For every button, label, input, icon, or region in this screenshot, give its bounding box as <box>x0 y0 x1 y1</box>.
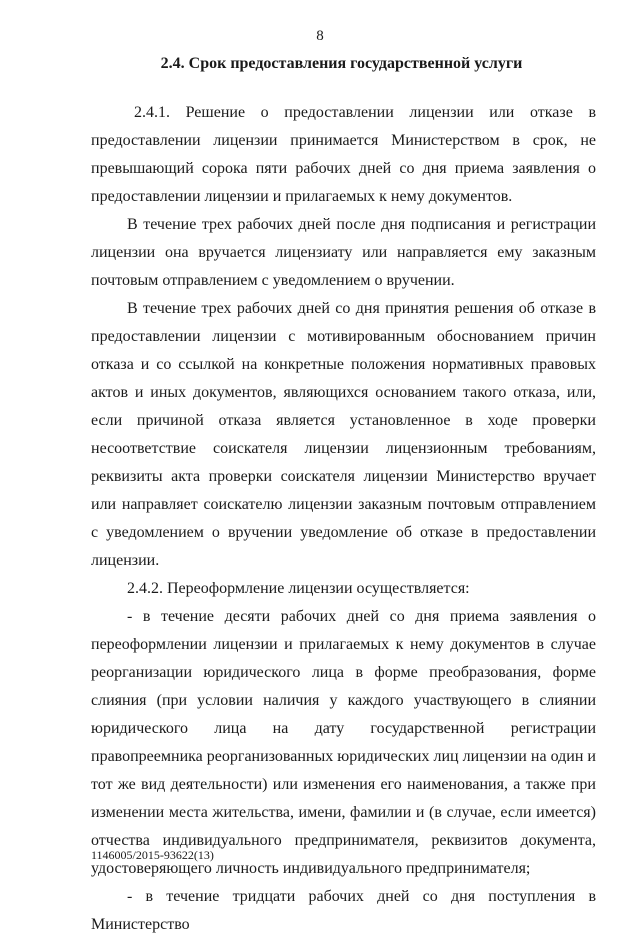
document-footer-id: 1146005/2015-93622(13) <box>91 848 214 862</box>
list-item-thirty-days: - в течение тридцати рабочих дней со дня поступления в Министерство <box>91 888 596 933</box>
section-title: 2.4. Срок предоставления государственной услуги <box>160 55 523 72</box>
page-number: 8 <box>316 28 324 44</box>
paragraph-refusal-notice: В течение трех рабочих дней со дня принятия решения об отказе в предоставлении лицензии с мотивированным обоснованием причин отказа и со ссылкой на конкретные положения нормативных правовых актов и иных документов, являющихся основанием такого отказа, или, если причиной отказа является установленное в ходе проверки несоответствие соискателя лицензии лицензионным требованиям, реквизиты акта проверки соискателя лицензии Министерство вручает или направляет соискателю лицензии заказным почтовым отправлением с уведомлением о вручении уведомление об отказе в предоставлении лицензии. <box>91 300 596 569</box>
paragraph-2-4-1: 2.4.1. Решение о предоставлении лицензии или отказе в предоставлении лицензии принимается Министерством в срок, не превышающий сорока пяти рабочих дней со дня приема заявления о предоставлении лицензии и прилагаемых к нему документов. <box>91 104 596 205</box>
paragraph-license-delivery: В течение трех рабочих дней после дня подписания и регистрации лицензии она вручается лицензиату или направляется ему заказным почтовым отправлением с уведомлением о вручении. <box>91 216 596 289</box>
body-text <box>91 99 596 939</box>
list-item-ten-days: - в течение десяти рабочих дней со дня приема заявления о переоформлении лицензии и прилагаемых к нему документов в случае реорганизации юридического лица в форме преобразования, форме слияния (при условии наличия у каждого участвующего в слиянии юридического лица на дату государственной регистрации правопреемника реорганизованных юридических лиц лицензии на один и тот же вид деятельности) или изменения его наименования, а также при изменении места жительства, имени, фамилии и (в случае, если имеется) отчества индивидуального предпринимателя, реквизитов документа, удостоверяющего личность индивидуального предпринимателя; <box>91 608 596 877</box>
paragraph-2-4-2: 2.4.2. Переоформление лицензии осуществляется: <box>127 580 470 597</box>
